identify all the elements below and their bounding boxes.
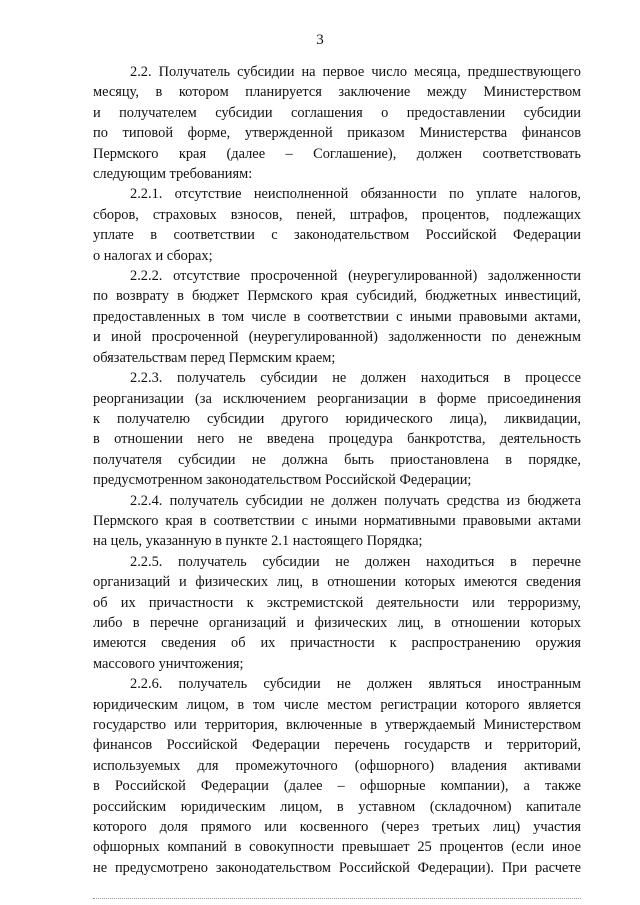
text-line: 2.2.6. получатель субсидии не должен являться иностранным [130, 676, 581, 693]
paragraph-6 [93, 552, 581, 674]
text-line: массового уничтожения; [93, 655, 244, 672]
text-line: используемых для промежуточного (офшорного) владения активами [93, 757, 581, 774]
text-line: 2.2.2. отсутствие просроченной (неурегулированной) задолженности [130, 268, 581, 285]
text-line: не предусмотрено законодательством Российской Федерации). При расчете [93, 859, 581, 876]
text-line: в отношении него не введена процедура банкротства, деятельность [93, 431, 581, 448]
document-body [93, 62, 581, 878]
text-line: 2.2.3. получатель субсидии не должен находиться в процессе [130, 370, 581, 387]
text-line: 2.2.1. отсутствие неисполненной обязанности по уплате налогов, [130, 186, 581, 203]
text-line: Пермского края (далее – Соглашение), должен соответствовать [93, 145, 581, 162]
text-line: в Российской Федерации (далее – офшорные компании), а также [93, 778, 581, 795]
text-line: российским юридическим лицом, в уставном (складочном) капитале [93, 798, 581, 815]
text-line: об их причастности к экстремистской деятельности или терроризму, [93, 594, 581, 611]
text-line: по типовой форме, утвержденной приказом Министерства финансов [93, 125, 581, 142]
text-line: к получателю субсидии другого юридического лица), ликвидации, [93, 410, 581, 427]
paragraph-3 [93, 266, 581, 368]
text-line: юридическим лицом, в том числе местом регистрации которого является [93, 696, 581, 713]
text-line: либо в перечне организаций и физических лиц, в отношении которых [93, 614, 581, 631]
text-line: следующим требованиям: [93, 166, 253, 183]
bottom-divider [93, 898, 581, 899]
text-line: 2.2.5. получатель субсидии не должен находиться в перечне [130, 553, 581, 570]
paragraph-4 [93, 368, 581, 490]
text-line: и получателем субсидии соглашения о предоставлении субсидии [93, 104, 581, 121]
text-line: обязательствам перед Пермским краем; [93, 349, 336, 366]
text-line: по возврату в бюджет Пермского края субсидий, бюджетных инвестиций, [93, 288, 581, 305]
paragraph-2 [93, 184, 581, 266]
paragraph-1 [93, 62, 581, 184]
text-line: на цель, указанную в пункте 2.1 настоящего Порядка; [93, 533, 423, 550]
text-line: уплате в соответствии с законодательством Российской Федерации [93, 227, 581, 244]
text-line: имеются сведения об их причастности к распространению оружия [93, 635, 581, 652]
text-line: Пермского края в соответствии с иными нормативными правовыми актами [93, 512, 581, 529]
text-line: сборов, страховых взносов, пеней, штрафов, процентов, подлежащих [93, 206, 581, 223]
text-line: реорганизации (за исключением реорганизации в форме присоединения [93, 390, 581, 407]
text-line: офшорных компаний в совокупности превышает 25 процентов (если иное [93, 839, 581, 856]
text-line: которого доля прямого или косвенного (через третьих лиц) участия [93, 819, 581, 836]
text-line: и иной просроченной (неурегулированной) задолженности по денежным [93, 329, 581, 346]
text-line: государство или территория, включенные в утверждаемый Министерством [93, 717, 581, 733]
page-number: 3 [316, 32, 324, 48]
text-line: о налогах и сборах; [93, 247, 213, 264]
text-line: получателя субсидии не должна быть приостановлена в порядке, [93, 451, 581, 468]
paragraph-7 [93, 674, 581, 878]
text-line: предоставленных в том числе в соответствии с иными правовыми актами, [93, 308, 581, 325]
text-line: организаций и физических лиц, в отношении которых имеются сведения [93, 574, 581, 591]
text-line: месяцу, в котором планируется заключение между Министерством [93, 84, 581, 101]
text-line: предусмотренном законодательством Российской Федерации; [93, 472, 472, 489]
paragraph-5 [93, 491, 581, 552]
text-line: 2.2. Получатель субсидии на первое число месяца, предшествующего [130, 64, 581, 80]
text-line: финансов Российской Федерации перечень государств и территорий, [93, 737, 581, 754]
text-line: 2.2.4. получатель субсидии не должен получать средства из бюджета [130, 492, 581, 509]
